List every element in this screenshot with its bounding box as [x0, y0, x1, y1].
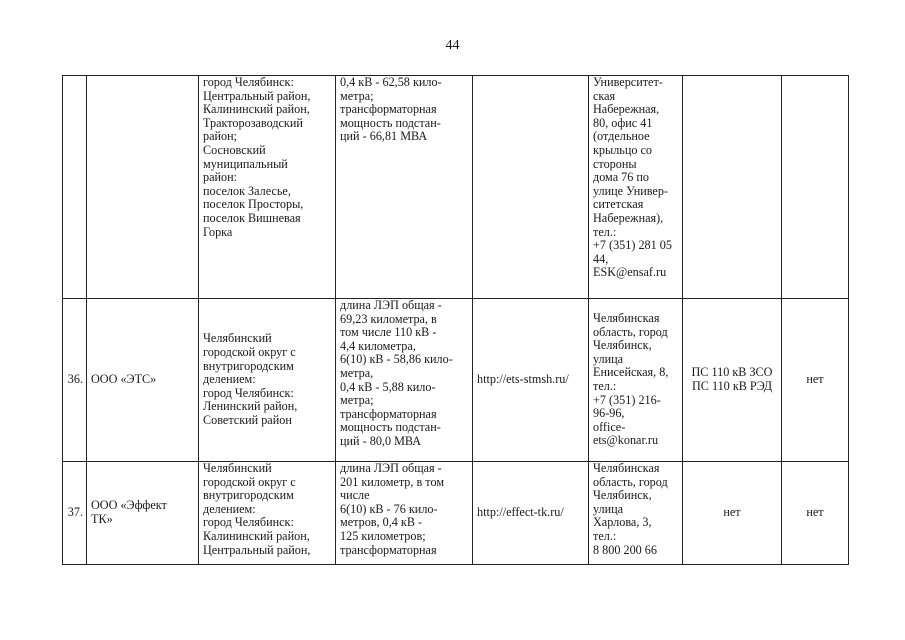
contact-address: Университет- ская Набережная, 80, офис 41 (отдельное крыльцо со стороны дома 76 по улице Универ- ситетская Набережная), тел.: +7 (351) 281 05 44, ESK@ensaf.ru	[589, 76, 683, 299]
website	[473, 76, 589, 299]
website: http://ets-stmsh.ru/	[473, 299, 589, 462]
substations: нет	[683, 462, 782, 565]
service-territory: Челябинский городской округ с внутригородским делением: город Челябинск: Ленинский район, Советский район	[199, 299, 336, 462]
service-territory: Челябинский городской округ с внутригородским делением: город Челябинск: Калининский район, Центральный район,	[199, 462, 336, 565]
network-characteristics: длина ЛЭП общая - 201 километр, в том числе 6(10) кВ - 76 кило- метров, 0,4 кВ - 125 километров; трансформаторная	[336, 462, 473, 565]
row-number: 37.	[63, 462, 87, 565]
other-info: нет	[782, 299, 849, 462]
network-characteristics: длина ЛЭП общая - 69,23 километра, в том числе 110 кВ - 4,4 километра, 6(10) кВ - 58,86 кило- метра, 0,4 кВ - 5,88 кило- метра; трансформаторная мощность подстан- ций - 80,0 МВА	[336, 299, 473, 462]
other-info: нет	[782, 462, 849, 565]
contact-address: Челябинская область, город Челябинск, улица Енисейская, 8, тел.: +7 (351) 216- 96-96, office- ets@konar.ru	[589, 299, 683, 462]
website: http://effect-tk.ru/	[473, 462, 589, 565]
organization-name: ООО «ЭТС»	[87, 299, 199, 462]
row-number: 36.	[63, 299, 87, 462]
page-number: 44	[445, 38, 460, 53]
network-characteristics: 0,4 кВ - 62,58 кило- метра; трансформаторная мощность подстан- ций - 66,81 МВА	[336, 76, 473, 299]
organizations-table	[62, 75, 849, 565]
other-info	[782, 76, 849, 299]
substations: ПС 110 кВ ЗСО ПС 110 кВ РЭД	[683, 299, 782, 462]
row-number	[63, 76, 87, 299]
service-territory: город Челябинск: Центральный район, Калининский район, Тракторозаводский район; Сосновский муниципальный район: поселок Залесье, поселок Просторы, поселок Вишневая Горка	[199, 76, 336, 299]
organization-name: ООО «Эффект ТК»	[87, 462, 199, 565]
substations	[683, 76, 782, 299]
table-row	[63, 462, 849, 565]
table-row	[63, 299, 849, 462]
table-row	[63, 76, 849, 299]
contact-address: Челябинская область, город Челябинск, улица Харлова, 3, тел.: 8 800 200 66	[589, 462, 683, 565]
organization-name	[87, 76, 199, 299]
